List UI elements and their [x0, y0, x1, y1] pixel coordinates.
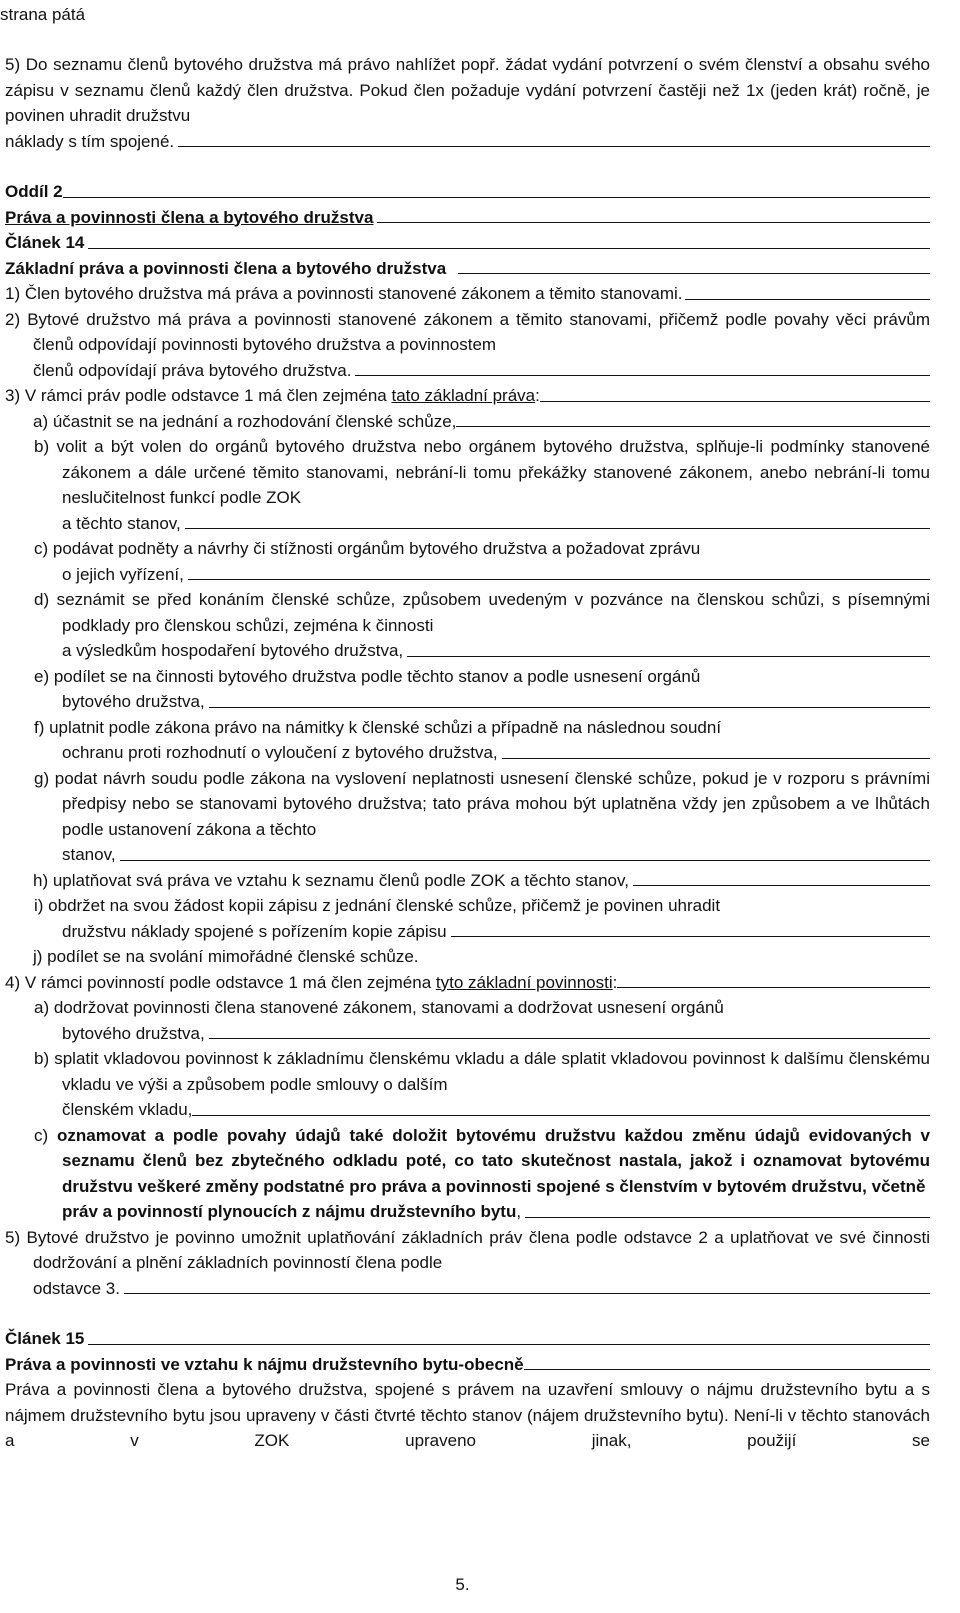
art14-paragraph-2-end: členů odpovídají práva bytového družstva.: [5, 358, 930, 384]
art14-paragraph-2: 2) Bytové družstvo má práva a povinnosti stanovené zákonem a těmito stanovami, přičemž podle povahy věci právům členů odpovídají povinnosti bytového družstva a povinnostem: [5, 309, 930, 354]
right-d-end: a výsledkům hospodaření bytového družstva,: [5, 638, 930, 664]
right-a: a) účastnit se na jednání a rozhodování členské schůze,: [5, 409, 930, 435]
page-number: 5.: [455, 1575, 470, 1594]
duty-a: a) dodržovat povinnosti člena stanovené zákonem, stanovami a dodržovat usnesení orgánů: [34, 998, 724, 1017]
article-15-heading: Článek 15: [5, 1326, 930, 1352]
art14-paragraph-5-end: odstavce 3.: [5, 1276, 930, 1302]
right-b-end: a těchto stanov,: [5, 511, 930, 537]
right-f-end: ochranu proti rozhodnutí o vyloučení z bytového družstva,: [5, 740, 930, 766]
paragraph-5-intro-end: náklady s tím spojené.: [5, 129, 930, 155]
right-i: i) obdržet na svou žádost kopii zápisu z jednání členské schůze, přičemž je povinen uhradit: [34, 896, 721, 915]
right-g-end: stanov,: [5, 842, 930, 868]
right-b: b) volit a být volen do orgánů bytového družstva nebo orgánem bytového družstva, splňuje-li podmínky stanovené zákonem a dále určené těmito stanovami, nebrání-li tomu překážky stanovené zákonem, anebo nebrání-li tomu neslučitelnost funkcí podle ZOK: [34, 437, 930, 507]
right-g: g) podat návrh soudu podle zákona na vyslovení neplatnosti usnesení členské schůze, pokud je v rozporu s právními předpisy nebo se stanovami bytového družstva; tato práva mohou být uplatněna vždy jen způsobem a ve lhůtách podle ustanovení zákona a těchto: [34, 768, 930, 839]
document-body: [5, 52, 930, 1454]
right-e: e) podílet se na činnosti bytového družstva podle těchto stanov a podle usnesení orgánů: [34, 666, 701, 686]
art14-paragraph-5: 5) Bytové družstvo je povinno umožnit uplatňování základních práv člena podle odstavce 2 a uplatňovat ve své činnosti dodržování a plnění základních povinností člena podle: [5, 1227, 930, 1272]
page-header: strana pátá: [0, 5, 86, 24]
right-c: c) podávat podněty a návrhy či stížnosti orgánům bytového družstva a požadovat zprávu: [34, 539, 701, 558]
right-j: j) podílet se na svolání mimořádné členské schůze.: [33, 947, 419, 966]
art14-paragraph-1: 1) Člen bytového družstva má práva a povinnosti stanovené zákonem a těmito stanovami.: [5, 281, 930, 307]
right-d: d) seznámit se před konáním členské schůze, způsobem uvedeným v pozvánce na členskou schůzi, s písemnými podklady pro členskou schůzi, zejména k činnosti: [34, 590, 930, 635]
right-c-end: o jejich vyřízení,: [5, 562, 930, 588]
duty-b-end: členském vkladu,: [5, 1097, 930, 1123]
article-14-title: Základní práva a povinnosti člena a bytového družstva: [5, 256, 930, 282]
right-i-end: družstvu náklady spojené s pořízením kopie zápisu: [5, 919, 930, 945]
right-f: f) uplatnit podle zákona právo na námitky k členské schůzi a případně na následnou soudní: [34, 717, 722, 737]
paragraph-5-intro: 5) Do seznamu členů bytového družstva má právo nahlížet popř. žádat vydání potvrzení o svém členství a obsahu svého zápisu v seznamu členů každý člen družstva. Pokud člen požaduje vydání potvrzení častěji než 1x (jeden krát) ročně, je povinen uhradit družstvu: [5, 55, 930, 125]
duty-a-end: bytového družstva,: [5, 1021, 930, 1047]
duty-c-end: práv a povinností plynoucích z nájmu družstevního bytu,: [5, 1199, 930, 1225]
art14-paragraph-3: 3) V rámci práv podle odstavce 1 má člen zejména tato základní práva:: [5, 383, 930, 409]
article-14-heading: Článek 14: [5, 230, 930, 256]
right-e-end: bytového družstva,: [5, 689, 930, 715]
duty-c: c) oznamovat a podle povahy údajů také doložit bytovému družstvu každou změnu údajů evidovaných v seznamu členů bez zbytečného odkladu poté, co tato skutečnost nastala, jakož i oznamovat bytovému družstvu veškeré změny podstatné pro práva a povinnosti spojené s členstvím v bytovém družstvu, včetně: [34, 1125, 931, 1196]
section-oddil-2: Oddíl 2: [5, 179, 930, 205]
section-oddil-title: Práva a povinnosti člena a bytového družstva: [5, 205, 930, 231]
article-15-title: Práva a povinnosti ve vztahu k nájmu družstevního bytu-obecně: [5, 1352, 930, 1378]
article-15-body: Práva a povinnosti člena a bytového družstva, spojené s právem na uzavření smlouvy o nájmu družstevního bytu a s nájmem družstevního bytu jsou upraveny v části čtvrté těchto stanov (nájem družstevního bytu). Není-li v těchto stanovách a v ZOK upraveno jinak, použijí se: [5, 1380, 930, 1450]
art14-paragraph-4: 4) V rámci povinností podle odstavce 1 má člen zejména tyto základní povinnosti:: [5, 970, 930, 996]
duty-b: b) splatit vkladovou povinnost k základnímu členskému vkladu a dále splatit vkladovou povinnost k dalšímu členskému vkladu ve výši a způsobem podle smlouvy o dalším: [34, 1049, 930, 1094]
right-h: h) uplatňovat svá práva ve vztahu k seznamu členů podle ZOK a těchto stanov,: [5, 868, 930, 894]
